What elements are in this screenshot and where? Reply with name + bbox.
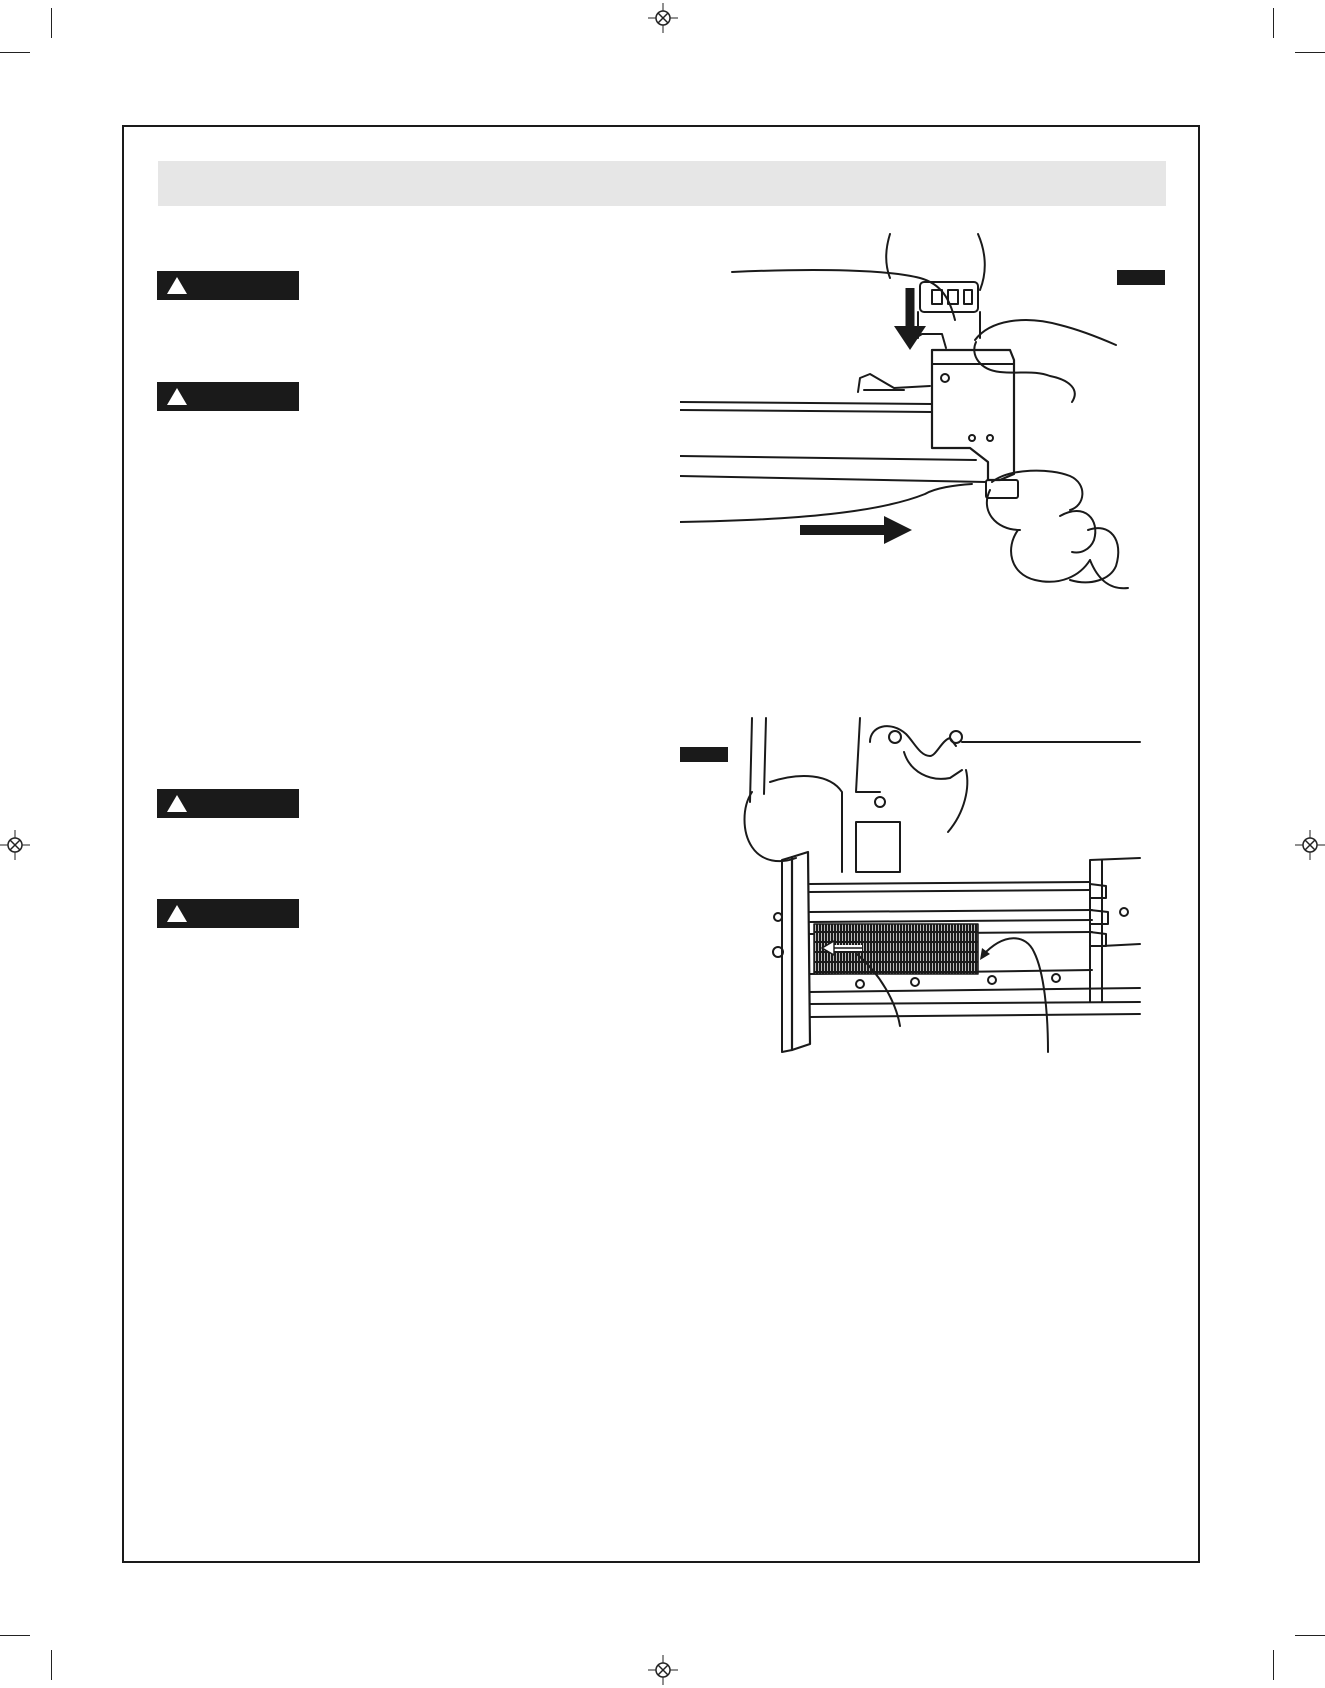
warning-badge: [157, 271, 299, 300]
crop-mark: [1273, 1650, 1274, 1680]
section-heading-bar: [158, 161, 1166, 206]
warning-triangle-icon: [166, 794, 188, 813]
warning-triangle-icon: [166, 387, 188, 406]
nail-strip-loaded-in-magazine-illustration: [730, 712, 1170, 1057]
crop-mark: [0, 52, 30, 53]
crop-mark: [51, 1650, 52, 1680]
figure-label-chip: [680, 747, 728, 762]
registration-mark-icon: [0, 830, 30, 860]
registration-mark-icon: [648, 1655, 678, 1685]
warning-badge: [157, 382, 299, 411]
crop-mark: [1273, 8, 1274, 38]
crop-mark: [1295, 52, 1325, 53]
crop-mark: [1295, 1635, 1325, 1636]
warning-triangle-icon: [166, 904, 188, 923]
hands-squeezing-magazine-pusher-illustration: [680, 230, 1170, 610]
warning-badge: [157, 899, 299, 928]
crop-mark: [51, 8, 52, 38]
warning-badge: [157, 789, 299, 818]
crop-mark: [0, 1635, 30, 1636]
registration-mark-icon: [1295, 830, 1325, 860]
registration-mark-icon: [648, 3, 678, 33]
warning-triangle-icon: [166, 276, 188, 295]
